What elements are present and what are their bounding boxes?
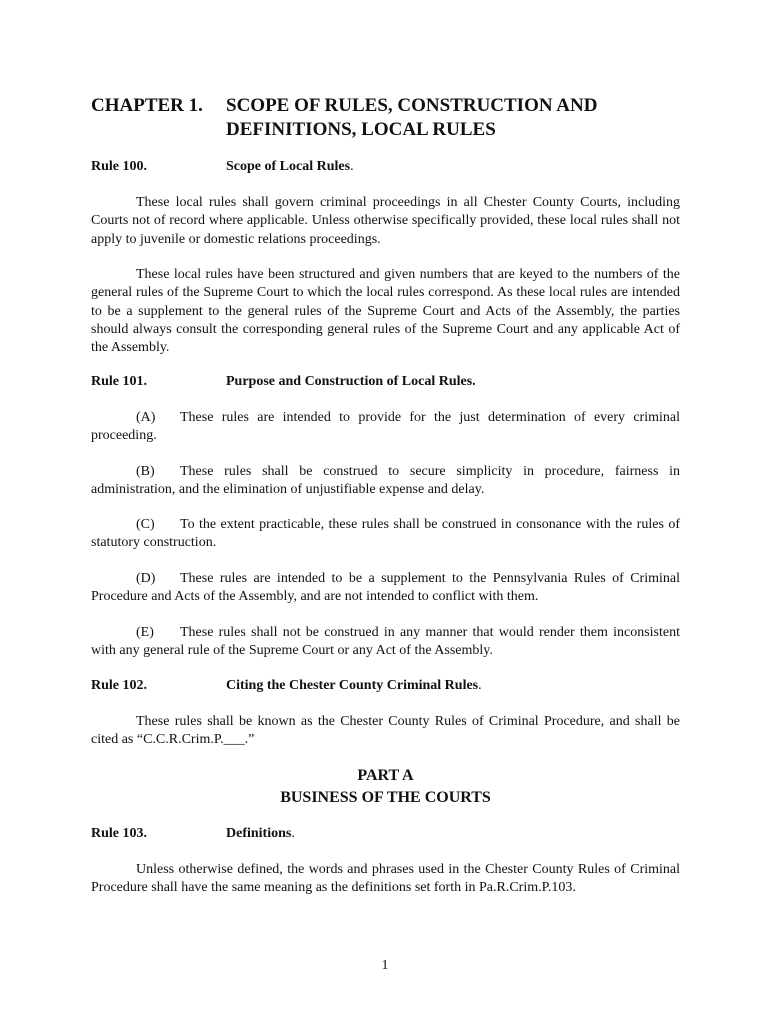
rule-100-title-period: . <box>350 159 354 174</box>
rule-100-title <box>226 158 680 176</box>
item-text: These rules shall be construed to secure simplicity in procedure, fairness in administration, and the elimination of unjustifiable expense and delay. <box>91 464 680 498</box>
rule-102-heading-block <box>91 677 680 695</box>
item-label: (D) <box>136 571 156 586</box>
rule-101-item-a-block <box>91 409 680 446</box>
rule-101-title: Purpose and Construction of Local Rules. <box>226 374 476 389</box>
rule-100-heading-block <box>91 158 680 176</box>
rule-103-heading-block <box>91 825 680 843</box>
chapter-number: CHAPTER 1. <box>91 95 203 116</box>
rule-102-para-block <box>91 713 680 750</box>
rule-100-title-text: Scope of Local Rules <box>226 159 351 174</box>
chapter-heading <box>91 94 691 142</box>
rule-101-item-a <box>91 409 680 446</box>
rule-100-heading <box>91 158 680 176</box>
rule-100-para-2-block <box>91 266 680 357</box>
rule-103-number: Rule 103. <box>91 826 147 841</box>
rule-102-paragraph: These rules shall be known as the Chester County Rules of Criminal Procedure, and shall be cited as “C.C.R.Crim.P.___.” <box>91 714 680 748</box>
part-heading-line1: PART A <box>357 767 414 784</box>
rule-101-number: Rule 101. <box>91 374 147 389</box>
rule-101-item-c-block <box>91 516 680 553</box>
rule-101-item-b <box>91 463 680 500</box>
rule-102-heading <box>91 677 680 695</box>
rule-101-item-d-block <box>91 570 680 607</box>
rule-101-heading <box>91 373 680 391</box>
item-label: (A) <box>136 410 156 425</box>
rule-103-paragraph: Unless otherwise defined, the words and phrases used in the Chester County Rules of Criminal Procedure shall have the same meaning as the definitions set forth in Pa.R.Crim.P.103. <box>91 862 680 896</box>
part-heading <box>91 765 680 809</box>
rule-102-title-text: Citing the Chester County Criminal Rules <box>226 678 479 693</box>
rule-100-para-1-block <box>91 194 680 249</box>
item-text: To the extent practicable, these rules shall be construed in consonance with the rules of statutory construction. <box>91 517 680 551</box>
rule-100-paragraph-2: These local rules have been structured and given numbers that are keyed to the numbers of the general rules of the Supreme Court to which the local rules correspond. As these local rules are intended to be a supplement to the general rules of the Supreme Court and Acts of the Assembly, the parties should always consult the corresponding general rules of the Supreme Court and any applicable Act of the Assembly. <box>91 267 680 356</box>
part-heading-line2: BUSINESS OF THE COURTS <box>280 789 491 806</box>
rule-102-title <box>226 677 680 695</box>
chapter-title <box>226 94 691 142</box>
rule-101-item-d <box>91 570 680 607</box>
rule-101-item-c <box>91 516 680 553</box>
item-label: (B) <box>136 464 155 479</box>
rule-101-item-e-block <box>91 624 680 661</box>
page-number: 1 <box>381 958 389 973</box>
item-text: These rules shall not be construed in any manner that would render them inconsistent with any general rule of the Supreme Court or any Act of the Assembly. <box>91 625 680 659</box>
rule-103-title-text: Definitions <box>226 826 292 841</box>
rule-102-number: Rule 102. <box>91 678 147 693</box>
item-text: These rules are intended to be a supplement to the Pennsylvania Rules of Criminal Procedure and Acts of the Assembly, and are not intended to conflict with them. <box>91 571 680 605</box>
item-label: (C) <box>136 517 155 532</box>
rule-103-heading <box>91 825 680 843</box>
rule-101-item-e <box>91 624 680 661</box>
rule-100-paragraph-1: These local rules shall govern criminal proceedings in all Chester County Courts, including Courts not of record where applicable. Unless otherwise specifically provided, these local rules shall not apply to juvenile or domestic relations proceedings. <box>91 195 680 247</box>
rule-101-item-b-block <box>91 463 680 500</box>
chapter-title-line1: SCOPE OF RULES, CONSTRUCTION AND <box>226 95 598 116</box>
rule-103-title-period: . <box>291 826 295 841</box>
rule-100-number: Rule 100. <box>91 159 147 174</box>
item-label: (E) <box>136 625 154 640</box>
rule-103-para-block <box>91 861 680 898</box>
rule-103-title <box>226 825 680 843</box>
rule-101-heading-block <box>91 373 680 391</box>
rule-102-title-period: . <box>478 678 482 693</box>
chapter-title-line2: DEFINITIONS, LOCAL RULES <box>226 119 496 140</box>
item-text: These rules are intended to provide for the just determination of every criminal proceeding. <box>91 410 680 444</box>
